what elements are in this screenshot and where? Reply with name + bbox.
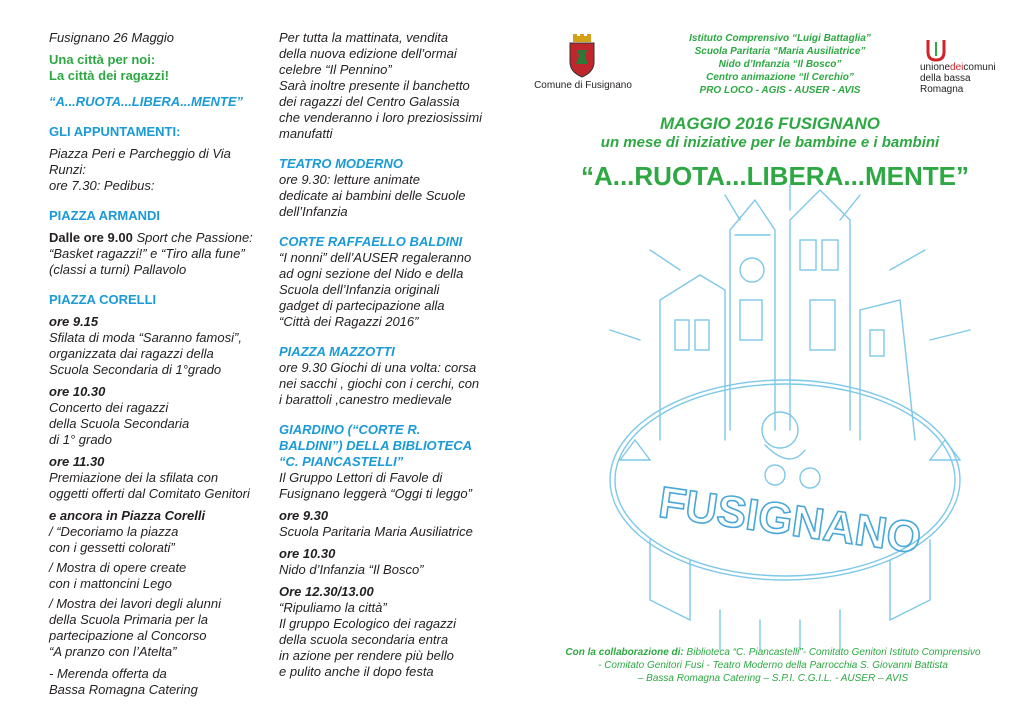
mazzotti-heading: PIAZZA MAZZOTTI bbox=[279, 344, 395, 359]
giardino-heading: BALDINI”) DELLA BIBLIOTECA bbox=[279, 438, 473, 453]
sale-text: Sarà inoltre presente il banchetto bbox=[279, 78, 470, 93]
teatro-text: dell’Infanzia bbox=[279, 204, 348, 219]
mazzotti-text: nei sacchi , giochi con i cerchi, con bbox=[279, 376, 480, 391]
corelli-text: organizzata dai ragazzi della bbox=[49, 346, 214, 361]
giardino-heading: GIARDINO (“CORTE R. bbox=[279, 422, 421, 437]
middle-text: Il gruppo Ecologico dei ragazzi bbox=[279, 616, 457, 631]
middle-time-3: Ore 12.30/13.00 bbox=[279, 584, 374, 599]
teatro-heading: TEATRO MODERNO bbox=[279, 156, 403, 171]
armandi-line-1 bbox=[49, 230, 264, 246]
corte-heading: CORTE RAFFAELLO BALDINI bbox=[279, 234, 463, 249]
sale-text: che venderanno i loro preziosissimi bbox=[279, 110, 483, 125]
institute-line: Scuola Paritaria “Maria Ausiliatrice” bbox=[694, 46, 866, 57]
slogan: “A...RUOTA...LIBERA...MENTE” bbox=[49, 94, 244, 109]
corelli-text: - Merenda offerta da bbox=[49, 666, 167, 681]
mazzotti-text: ore 9.30 Giochi di una volta: corsa bbox=[279, 360, 477, 375]
corelli-text: oggetti offerti dal Comitato Genitori bbox=[49, 486, 250, 501]
corelli-text: con i mattoncini Lego bbox=[49, 576, 172, 591]
middle-text: in azione per rendere più bello bbox=[279, 648, 454, 663]
event-month-title: MAGGIO 2016 FUSIGNANO bbox=[659, 114, 881, 133]
armandi-text: Sport che Passione: bbox=[132, 230, 253, 245]
teatro-text: dedicate ai bambini delle Scuole bbox=[279, 188, 466, 203]
corelli-text: con i gessetti colorati” bbox=[49, 540, 175, 555]
corelli-text: della Scuola Secondaria bbox=[49, 416, 190, 431]
corelli-heading: PIAZZA CORELLI bbox=[49, 292, 157, 307]
sale-text: Per tutta la mattinata, vendita bbox=[279, 30, 449, 45]
armandi-line-2: “Basket ragazzi!” e “Tiro alla fune” bbox=[49, 246, 245, 261]
left-column bbox=[49, 30, 264, 698]
credits-label: Con la collaborazione di: bbox=[565, 647, 684, 658]
middle-time-1: ore 9.30 bbox=[279, 508, 329, 523]
institute-line: Centro animazione “Il Cerchio” bbox=[706, 72, 854, 83]
corelli-text: Premiazione dei la sfilata con bbox=[49, 470, 219, 485]
corelli-text: “A pranzo con l’Atelta” bbox=[49, 644, 177, 659]
middle-text: Nido d’Infanzia “Il Bosco” bbox=[279, 562, 424, 577]
sale-text: manufatti bbox=[279, 126, 333, 141]
fusignano-word: FUSIGNANO bbox=[655, 477, 925, 564]
fusignano-drawing-label bbox=[640, 470, 940, 570]
event-main-title: “A...RUOTA...LIBERA...MENTE” bbox=[580, 161, 970, 191]
sale-text: della nuova edizione dell’ormai bbox=[279, 46, 457, 61]
corelli-text: Sfilata di moda “Saranno famosi”, bbox=[49, 330, 242, 345]
pedibus-line-2: ore 7.30: Pedibus: bbox=[49, 178, 155, 193]
bassa-romagna-word: della bassa Romagna bbox=[920, 73, 971, 95]
credits-text: - Comitato Genitori Fusi - Teatro Moderno della Parrocchia S. Giovanni Battista bbox=[598, 660, 948, 671]
giardino-heading: “C. PIANCASTELLI” bbox=[279, 454, 404, 469]
unione-name bbox=[920, 62, 1010, 95]
giardino-text: Fusignano leggerà “Oggi ti leggo” bbox=[279, 486, 472, 501]
institute-line: Istituto Comprensivo “Luigi Battaglia” bbox=[689, 33, 871, 44]
appointments-heading: GLI APPUNTAMENTI: bbox=[49, 124, 181, 139]
corte-text: Scuola dell’Infanzia originali bbox=[279, 282, 440, 297]
credits-text: Biblioteca “C. Piancastelli”- Comitato Genitori Istituto Comprensivo bbox=[683, 647, 981, 658]
middle-column bbox=[279, 30, 504, 680]
intro-line-1: Una città per noi: bbox=[49, 52, 156, 67]
corte-text: ad ogni sezione del Nido e della bbox=[279, 266, 464, 281]
comuni-word: comuni bbox=[963, 62, 996, 73]
comune-crest-icon bbox=[566, 34, 598, 78]
sale-text: celebre “Il Pennino” bbox=[279, 62, 392, 77]
middle-text: Scuola Paritaria Maria Ausiliatrice bbox=[279, 524, 473, 539]
corelli-text: Scuola Secondaria di 1°grado bbox=[49, 362, 222, 377]
giardino-text: Il Gruppo Lettori di Favole di bbox=[279, 470, 443, 485]
pedibus-line-1: Piazza Peri e Parcheggio di Via Runzi: bbox=[49, 146, 231, 177]
corte-text: “Città dei Ragazzi 2016” bbox=[279, 314, 419, 329]
middle-text: e pulito anche il dopo festa bbox=[279, 664, 434, 679]
town-drawing bbox=[560, 180, 1000, 650]
sale-text: dei ragazzi del Centro Galassia bbox=[279, 94, 460, 109]
event-subtitle: un mese di iniziative per le bambine e i bambini bbox=[600, 134, 940, 151]
corelli-text: Concerto dei ragazzi bbox=[49, 400, 169, 415]
date-line: Fusignano 26 Maggio bbox=[49, 30, 175, 45]
comune-label: Comune di Fusignano bbox=[534, 80, 632, 91]
corte-text: gadget di partecipazione alla bbox=[279, 298, 445, 313]
credits bbox=[538, 646, 1008, 685]
corelli-time-2: ore 10.30 bbox=[49, 384, 106, 399]
corelli-text: della Scuola Primaria per la bbox=[49, 612, 208, 627]
middle-text: della scuola secondaria entra bbox=[279, 632, 449, 647]
corelli-time-1: ore 9.15 bbox=[49, 314, 99, 329]
intro-line-2: La città dei ragazzi! bbox=[49, 68, 169, 83]
unione-logo-icon bbox=[924, 38, 948, 62]
mazzotti-text: i barattoli ,canestro medievale bbox=[279, 392, 452, 407]
corelli-time-3: ore 11.30 bbox=[49, 454, 105, 469]
corelli-text: di 1° grado bbox=[49, 432, 113, 447]
armandi-heading: PIAZZA ARMANDI bbox=[49, 208, 160, 223]
institutes-list bbox=[665, 32, 895, 97]
credits-text: – Bassa Romagna Catering – S.P.I. C.G.I.L. - AUSER – AVIS bbox=[637, 673, 909, 684]
armandi-time: Dalle ore 9.00 bbox=[49, 230, 133, 245]
institute-line: PRO LOCO - AGIS - AUSER - AVIS bbox=[699, 85, 861, 96]
unione-word: unione bbox=[920, 62, 951, 73]
corelli-text: / “Decoriamo la piazza bbox=[49, 524, 179, 539]
armandi-line-3: (classi a turni) Pallavolo bbox=[49, 262, 187, 277]
institute-line: Nido d’Infanzia “Il Bosco” bbox=[718, 59, 842, 70]
middle-text: “Ripuliamo la città” bbox=[279, 600, 387, 615]
corte-text: “I nonni” dell’AUSER regaleranno bbox=[279, 250, 472, 265]
corelli-extra-heading: e ancora in Piazza Corelli bbox=[49, 508, 206, 523]
dei-word: dei bbox=[950, 62, 964, 73]
corelli-text: partecipazione al Concorso bbox=[49, 628, 207, 643]
teatro-text: ore 9.30: letture animate bbox=[279, 172, 420, 187]
cover-panel bbox=[520, 0, 1024, 717]
corelli-text: / Mostra di opere create bbox=[49, 560, 187, 575]
middle-time-2: ore 10.30 bbox=[279, 546, 336, 561]
corelli-text: Bassa Romagna Catering bbox=[49, 682, 198, 697]
corelli-text: / Mostra dei lavori degli alunni bbox=[49, 596, 221, 611]
